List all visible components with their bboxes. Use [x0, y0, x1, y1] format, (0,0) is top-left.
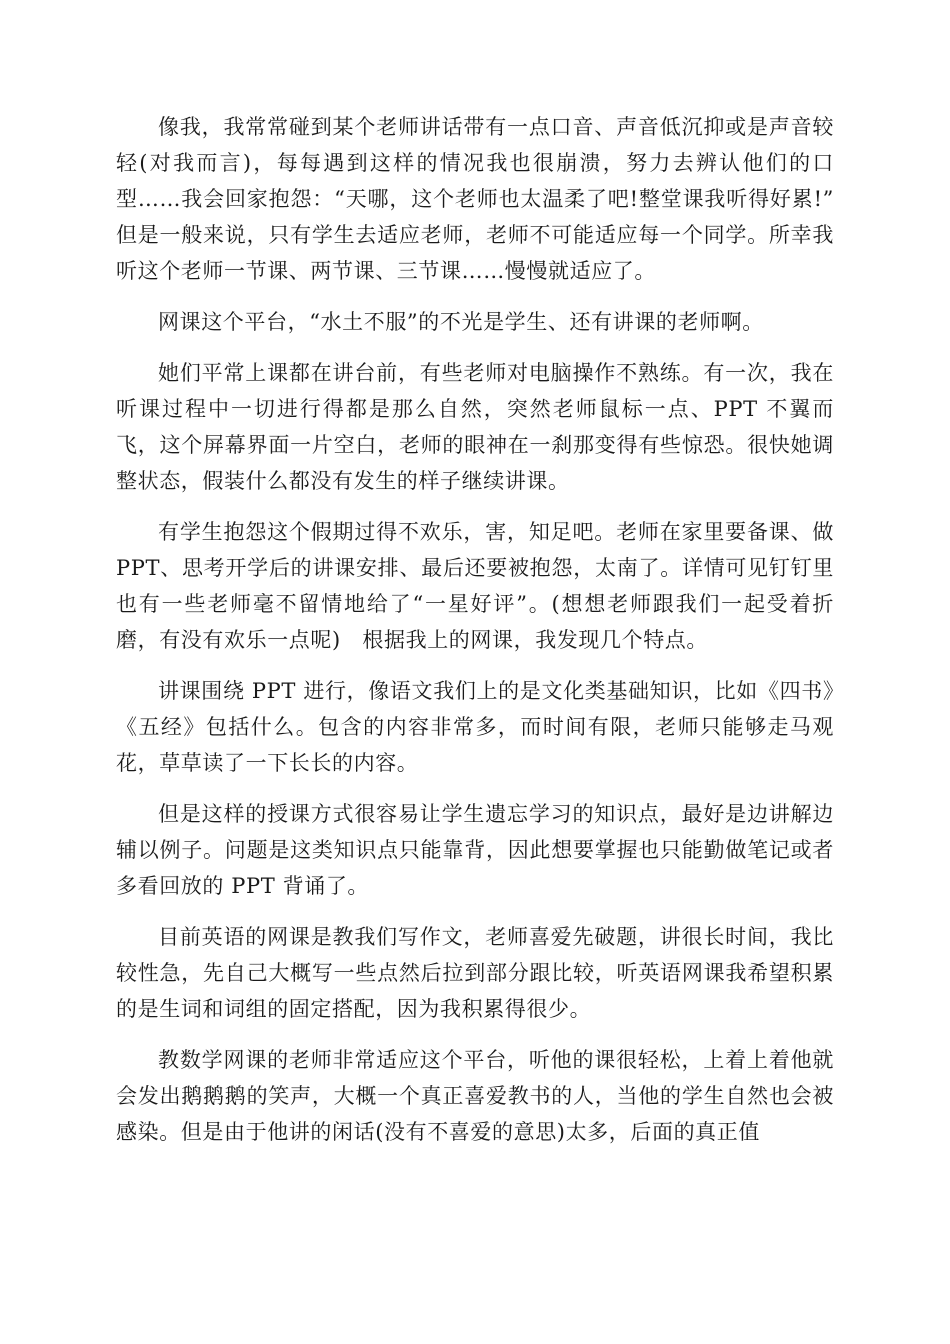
paragraph-6: 但是这样的授课方式很容易让学生遗忘学习的知识点，最好是边讲解边辅以例子。问题是这类知识点只能靠背，因此想要掌握也只能勤做笔记或者多看回放的 PPT 背诵了。: [116, 802, 834, 898]
paragraph-4: 有学生抱怨这个假期过得不欢乐，害，知足吧。老师在家里要备课、做 PPT、思考开学后的讲课安排、最后还要被抱怨，太南了。详情可见钉钉里也有一些老师毫不留情地给了“一星好评”。(想想老师跟我们一起受着折磨，有没有欢乐一点呢) 根据我上的网课，我发现几个特点。: [116, 520, 834, 652]
paragraph-7: 目前英语的网课是教我们写作文，老师喜爱先破题，讲很长时间，我比较性急，先自己大概写一些点然后拉到部分跟比较，听英语网课我希望积累的是生词和词组的固定搭配，因为我积累得很少。: [116, 925, 834, 1021]
document-body: [116, 109, 856, 1165]
paragraph-5: 讲课围绕 PPT 进行，像语文我们上的是文化类基础知识，比如《四书》《五经》包括什么。包含的内容非常多，而时间有限，老师只能够走马观花，草草读了一下长长的内容。: [116, 679, 834, 775]
paragraph-1: 像我，我常常碰到某个老师讲话带有一点口音、声音低沉抑或是声音较轻(对我而言)，每每遇到这样的情况我也很崩溃，努力去辨认他们的口型……我会回家抱怨：“天哪，这个老师也太温柔了吧!整堂课我听得好累!” 但是一般来说，只有学生去适应老师，老师不可能适应每一个同学。所幸我听这个老师一节课、两节课、三节课……慢慢就适应了。: [116, 115, 856, 283]
paragraph-3: 她们平常上课都在讲台前，有些老师对电脑操作不熟练。有一次，我在听课过程中一切进行得都是那么自然，突然老师鼠标一点、PPT 不翼而飞，这个屏幕界面一片空白，老师的眼神在一刹那变得有些惊恐。很快她调整状态，假装什么都没有发生的样子继续讲课。: [116, 361, 834, 493]
paragraph-8: 教数学网课的老师非常适应这个平台，听他的课很轻松，上着上着他就会发出鹅鹅鹅的笑声，大概一个真正喜爱教书的人，当他的学生自然也会被感染。但是由于他讲的闲话(没有不喜爱的意思)太多，后面的真正值: [116, 1048, 834, 1144]
paragraph-2: 网课这个平台，“水土不服”的不光是学生、还有讲课的老师啊。: [158, 310, 764, 334]
